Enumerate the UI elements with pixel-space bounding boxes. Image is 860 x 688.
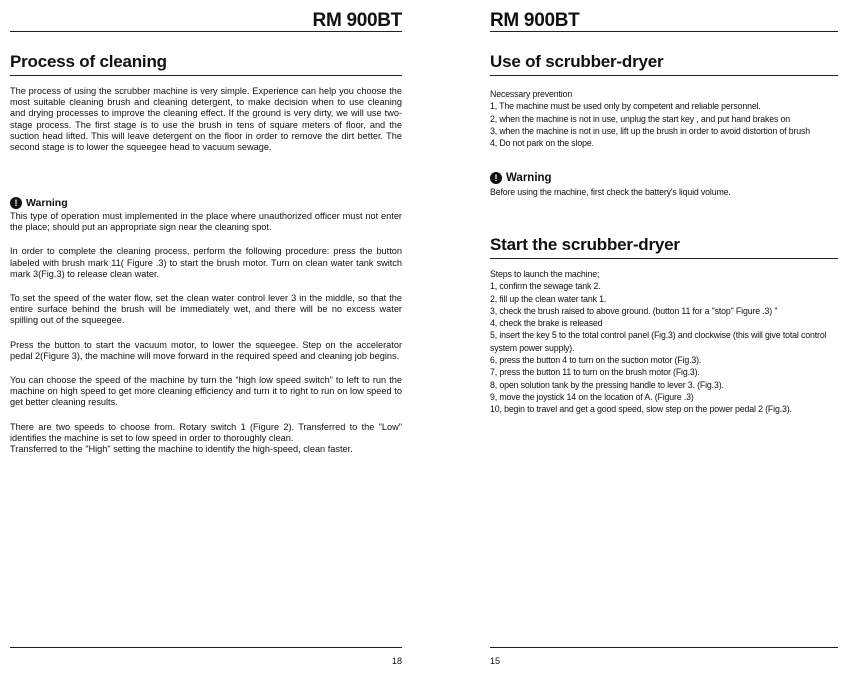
prevention-item: 3, when the machine is not in use, lift up the brush in order to avoid distortion of brush bbox=[490, 125, 810, 136]
warning-heading bbox=[490, 172, 838, 184]
header-rule bbox=[490, 31, 838, 32]
step-item: 8, open solution tank by the pressing handle to lever 3. (Fig.3). bbox=[490, 379, 724, 390]
speeds-paragraph: There are two speeds to choose from. Rotary switch 1 (Figure 2). Transferred to the "Low" identifies the machine is set to low speed in order to thoroughly clean. bbox=[10, 421, 402, 443]
prevention-item: 2, when the machine is not in use, unplug the start key , and put hand brakes on bbox=[490, 113, 791, 124]
step-item: 7, press the button 11 to turn on the brush motor (Fig.3). bbox=[490, 367, 700, 378]
warning-heading-label: Warning bbox=[506, 172, 552, 184]
warning-block bbox=[490, 172, 838, 198]
step-item: 5, insert the key 5 to the total control panel (Fig.3) and clockwise (this will give total control system power supply). bbox=[490, 330, 827, 353]
step-item: 10, begin to travel and get a good speed, slow step on the power pedal 2 (Fig.3). bbox=[490, 404, 792, 415]
prevention-heading: Necessary prevention bbox=[490, 89, 573, 99]
warning-icon: ! bbox=[10, 197, 22, 209]
footer-rule bbox=[10, 647, 402, 648]
step-item: 4, check the brake is released bbox=[490, 318, 603, 329]
step-item: 6, press the button 4 to turn on the suction motor (Fig.3). bbox=[490, 355, 702, 366]
vacuum-paragraph: Press the button to start the vacuum motor, to lower the squeegee. Step on the accelerator pedal 2(Figure 3), the machine will move forward in the required speed and cleaning job begins. bbox=[10, 339, 402, 361]
step-item: 3, check the brush raised to above ground. (button 11 for a "stop" Figure .3) " bbox=[490, 305, 778, 316]
warning-paragraph: Before using the machine, first check the battery's liquid volume. bbox=[490, 187, 731, 197]
section-title-process-of-cleaning: Process of cleaning bbox=[10, 52, 402, 76]
section-title-use-of-scrubber-dryer: Use of scrubber-dryer bbox=[490, 52, 838, 76]
model-header: RM 900BT bbox=[312, 10, 402, 31]
warning-heading bbox=[10, 197, 402, 209]
speeds-paragraph-high: Transferred to the "High" setting the machine to identify the high-speed, clean faster. bbox=[10, 444, 353, 455]
intro-paragraph: The process of using the scrubber machine is very simple. Experience can help you choose the most suitable cleaning brush and cleaning detergent, to make decision when to use cleaning and drying processes to improve the cleaning effect. If the ground is very dirty, we will use two-stage process. The first stage is to use the brush in tens of square meters of floor, and the suction head lifted. This will leave detergent on the floor in order to remove the dirt better. The second stage is to lower the squeegee head to vacuum sewage. bbox=[10, 86, 402, 153]
right-page bbox=[490, 0, 838, 688]
process-body bbox=[10, 86, 402, 166]
steps-block bbox=[490, 268, 840, 416]
page-number: 15 bbox=[490, 656, 501, 666]
page-number: 18 bbox=[391, 656, 402, 666]
warning-icon: ! bbox=[490, 172, 502, 184]
step-item: 2, fill up the clean water tank 1. bbox=[490, 293, 607, 304]
water-flow-paragraph: To set the speed of the water flow, set the clean water control lever 3 in the middle, so that the entire surface behind the brush will be immediately wet, and there will be no excess water spilling out of the squeegee. bbox=[10, 293, 402, 326]
footer-rule bbox=[490, 647, 838, 648]
warning-paragraph: This type of operation must implemented in the place where unauthorized officer must not enter the place; should put an appropriate sign near the cleaning spot. bbox=[10, 211, 402, 233]
model-header: RM 900BT bbox=[490, 10, 580, 31]
prevention-item: 4, Do not park on the slope. bbox=[490, 138, 594, 149]
warning-heading-label: Warning bbox=[26, 197, 68, 209]
prevention-block bbox=[490, 88, 838, 149]
left-page bbox=[10, 0, 402, 688]
steps-heading: Steps to launch the machine; bbox=[490, 269, 600, 279]
procedure-paragraph: In order to complete the cleaning process, perform the following procedure: press the button labeled with brush mark 11( Figure .3) to start the brush motor. Turn on clean water tank switch mark 3(Fig.3) to release clean water. bbox=[10, 246, 402, 279]
header-rule bbox=[10, 31, 402, 32]
speed-choice-paragraph: You can choose the speed of the machine by turn the “high low speed switch” to left to run the machine on high speed to get more cleaning efficiency and turn it to right to run on low speed to get better cleaning results. bbox=[10, 375, 402, 408]
step-item: 9, move the joystick 14 on the location of A. (Figure .3) bbox=[490, 391, 694, 402]
step-item: 1, confirm the sewage tank 2. bbox=[490, 281, 601, 292]
section-title-start-the-scrubber-dryer: Start the scrubber-dryer bbox=[490, 235, 838, 259]
warning-block bbox=[10, 197, 402, 468]
prevention-item: 1, The machine must be used only by competent and reliable personnel. bbox=[490, 101, 761, 112]
